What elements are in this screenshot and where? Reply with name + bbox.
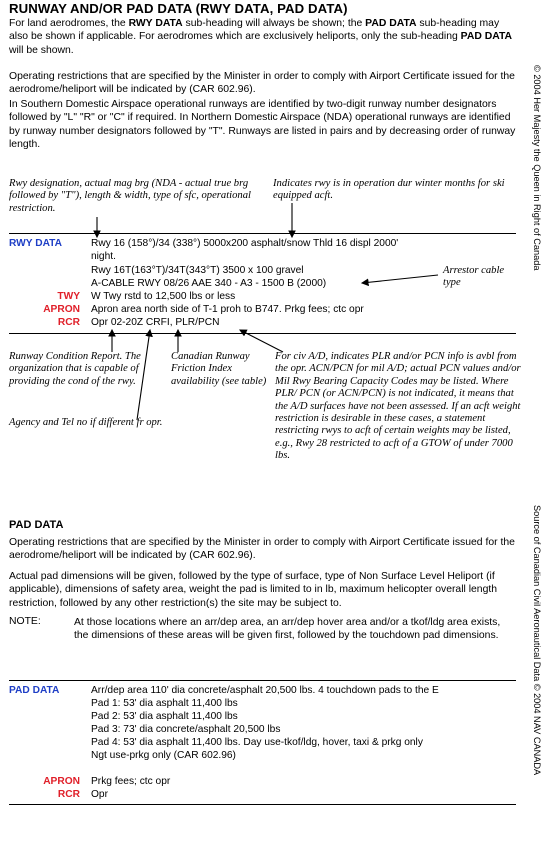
note-plr-pcn: For civ A/D, indicates PLR and/or PCN info is avbl from the opr. ACN/PCN for mil A/D; actual PCN values and/or Mil Rwy Bearing Capacity Codes may be listed. Where PLR/ PCN (or ACN/PCN) is not indicated, it means that the A/D surfaces have not been assessed. If an acft weight restriction is desirable in these cases, a statement restricting rwys to acft of certain weights may be listed, e.g., Rwy 28 restricted to acft of a GTOW of under 7000 lbs. [275, 351, 521, 462]
label-rwy-data: RWY DATA [9, 238, 63, 249]
intro-paragraph-3: In Southern Domestic Airspace operational runways are identified by two-digit runway number designators followed by "L" "R" or "C" if required. In Northern Domestic Airspace (NDA) operational runways are identified by runway number designators followed by "T". Runways are listed in pairs and by decreasing order of runway length. [9, 99, 516, 150]
note-rwy-designation: Rwy designation, actual mag brg (NDA - actual true brg followed by "T"), length & width, type of sfc, operational restriction. [9, 178, 251, 214]
label-twy: TWY [57, 291, 80, 302]
pad-data-line-5: Pad 4: 53' dia asphalt 11,400 lbs. Day use-tkof/ldg, hover, taxi & prkg only [91, 737, 423, 748]
note-rcr: Runway Condition Report. The organization that is capable of providing the cond of the rwy. [9, 351, 141, 387]
rwy-data-line-5: W Twy rstd to 12,500 lbs or less [91, 291, 236, 302]
rwy-data-line-7: Opr 02-20Z CRFI, PLR/PCN [91, 317, 220, 328]
intro-paragraph-2: Operating restrictions that are specified by the Minister in order to comply with Airport Certificate issued for the aerodrome/heliport will be indicated by (CAR 602.96). [9, 71, 515, 96]
rwy-data-line-6: Apron area north side of T-1 proh to B747. Prkg fees; ctc opr [91, 304, 364, 315]
rwy-data-line-1: Rwy 16 (158°)/34 (338°) 5000x200 asphalt/snow Thld 16 displ 2000' [91, 238, 399, 249]
pad-data-line-3: Pad 2: 53' dia asphalt 11,400 lbs [91, 711, 238, 722]
pad-data-heading: PAD DATA [9, 519, 64, 531]
label-pad-rcr: RCR [57, 789, 80, 800]
pad-note-text: At those locations where an arr/dep area, an arr/dep hover area and/or a tkof/ldg area exists, the dimensions of these areas will be given first, followed by the touchdown pad dimensions. [74, 617, 501, 642]
note-crfi: Canadian Runway Friction Index availability (see table) [171, 351, 267, 387]
note-agency: Agency and Tel no if different fr opr. [9, 417, 163, 428]
label-pad-data: PAD DATA [9, 685, 60, 696]
label-pad-apron: APRON [43, 776, 80, 787]
pad-data-line-6: Ngt use-prkg only (CAR 602.96) [91, 750, 236, 761]
pad-data-line-7: Prkg fees; ctc opr [91, 776, 171, 787]
pad-paragraph-1: Operating restrictions that are specified by the Minister in order to comply with Airport Certificate issued for the aerodrome/heliport will be indicated by (CAR 602.96). [9, 537, 515, 562]
pad-note-label: NOTE: [9, 616, 41, 627]
copyright-sidebar: © 2004 Her Majesty the Queen in Right of Canada [532, 65, 542, 271]
pad-table-top-rule [9, 680, 516, 681]
section-heading: RUNWAY AND/OR PAD DATA (RWY DATA, PAD DATA) [9, 1, 348, 16]
label-apron: APRON [43, 304, 80, 315]
pad-data-line-4: Pad 3: 73' dia concrete/asphalt 20,500 lbs [91, 724, 281, 735]
note-winter-operation: Indicates rwy is in operation dur winter months for ski equipped acft. [273, 178, 505, 202]
pad-data-line-2: Pad 1: 53' dia asphalt 11,400 lbs [91, 698, 238, 709]
rwy-data-line-2: night. [91, 251, 116, 262]
note-arrestor-cable: Arrestor cable type [443, 265, 505, 289]
source-sidebar: Source of Canadian Civil Aeronautical Data © 2004 NAV CANADA [532, 505, 542, 776]
rwy-data-line-4: A-CABLE RWY 08/26 AAE 340 - A3 - 1500 B (2000) [91, 278, 327, 289]
intro-paragraph-1: For land aerodromes, the RWY DATA sub-heading will always be shown; the PAD DATA sub-heading may also be shown if applicable. For aerodromes which are exclusively heliports, only the sub-heading PAD DATA will be shown. [9, 18, 513, 56]
pad-data-line-1: Arr/dep area 110' dia concrete/asphalt 20,500 lbs. 4 touchdown pads to the E [91, 685, 439, 696]
pad-paragraph-2: Actual pad dimensions will be given, followed by the type of surface, type of Non Surface Level Heliport (if applicable), dimensions of safety area, weight the pad is limited to in lb, maximum helicopter overall length restriction, followed by any other restriction(s) the site may be subject to. [9, 571, 498, 609]
pad-data-line-8: Opr [91, 789, 108, 800]
rwy-data-line-3: Rwy 16T(163°T)/34T(343°T) 3500 x 100 gravel [91, 265, 304, 276]
label-rcr: RCR [57, 317, 80, 328]
pad-table-bottom-rule [9, 804, 516, 805]
